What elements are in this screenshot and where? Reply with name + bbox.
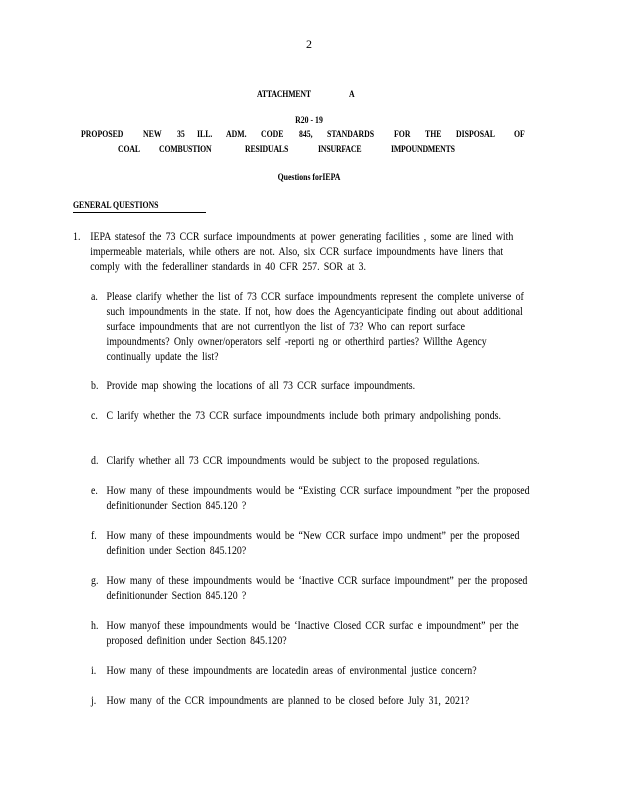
attachment-letter: A [349, 90, 355, 100]
subquestion-i [91, 664, 530, 679]
title2-word-3: INSURFACE [318, 145, 362, 155]
title1-word-1: NEW [143, 130, 162, 140]
title1-word-0: PROPOSED [81, 130, 124, 140]
subquestion-a [91, 290, 530, 365]
title1-word-9: THE [425, 130, 442, 140]
title1-word-5: CODE [261, 130, 284, 140]
subquestion-text: C larify whether the 73 CCR surface impoundments include both primary andpolishing ponds. [106, 410, 501, 422]
subquestion-text: How many of these impoundments are locatedin areas of environmental justice concern? [106, 665, 477, 677]
title2-word-4: IMPOUNDMENTS [391, 145, 455, 155]
title1-word-6: 845, [299, 130, 314, 140]
subquestion-h [91, 619, 530, 649]
section-heading: GENERAL QUESTIONS [73, 201, 159, 211]
subquestion-b [91, 379, 530, 394]
subquestion-label: c. [91, 410, 98, 422]
title1-word-7: STANDARDS [326, 130, 374, 140]
section-underline [73, 212, 206, 213]
title1-word-2: 35 [176, 130, 185, 140]
subquestion-label: j. [91, 695, 97, 707]
docket-number: R20 - 19 [295, 116, 323, 126]
title1-word-3: ILL. [196, 130, 212, 140]
title2-word-0: COAL [118, 145, 140, 155]
subquestion-label: i. [91, 665, 97, 677]
title1-word-10: DISPOSAL [455, 130, 495, 140]
subquestion-label: b. [91, 380, 99, 392]
subquestion-label: h. [91, 620, 99, 632]
page-number: 2 [306, 37, 312, 51]
subquestion-label: f. [91, 530, 97, 542]
title2-word-1: COMBUSTION [159, 145, 212, 155]
title2-word-2: RESIDUALS [245, 145, 289, 155]
subquestion-label: g. [91, 575, 99, 587]
subquestion-text: How many of the CCR impoundments are planned to be closed before July 31, 2021? [106, 695, 470, 707]
document-subtitle: Questions forIEPA [277, 173, 341, 183]
subquestion-text: How many of these impoundments would be “New CCR surface impo undment” per the proposed definition under Section 845.120? [106, 530, 520, 557]
subquestion-text: How manyof these impoundments would be ‘Inactive Closed CCR surfac e impoundment” per the proposed definition under Section 845.120? [106, 620, 519, 647]
title1-word-4: ADM. [225, 130, 247, 140]
subquestion-label: e. [91, 485, 98, 497]
subquestion-j [91, 694, 530, 709]
subquestion-label: d. [91, 455, 99, 467]
title1-word-11: OF [513, 130, 525, 140]
question-text: IEPA statesof the 73 CCR surface impoundments at power generating facilities , some are lined with impermeable materials, while others are not. Also, six CCR surface impoundments have liners that comply with the federalliner standards in 40 CFR 257. SOR at 3. [90, 231, 514, 273]
subquestion-c [91, 409, 530, 424]
title1-word-8: FOR [394, 130, 411, 140]
document-title-line-1 [81, 130, 527, 140]
subquestion-f [91, 529, 530, 559]
subquestion-text: Please clarify whether the list of 73 CCR surface impoundments represent the complete universe of such impoundments in the state. If not, how does the Agencyanticipate finding out about additional surface impoundments that are not currentlyon the list of 73? Who can report surface impoundments? Only owner/operators self -reporti ng or otherthird parties? Willthe Agency continually update the list? [106, 291, 524, 363]
subquestion-text: Clarify whether all 73 CCR impoundments would be subject to the proposed regulations. [106, 455, 480, 467]
question-number: 1. [73, 231, 81, 243]
subquestion-label: a. [91, 291, 98, 303]
question-1 [73, 230, 529, 275]
attachment-label: ATTACHMENT [257, 90, 311, 100]
subquestion-text: How many of these impoundments would be “Existing CCR surface impoundment ”per the proposed definitionunder Section 845.120 ? [106, 485, 530, 512]
subquestion-e [91, 484, 530, 514]
subquestion-d [91, 454, 530, 469]
subquestion-g [91, 574, 530, 604]
subquestion-text: Provide map showing the locations of all 73 CCR surface impoundments. [106, 380, 416, 392]
subquestion-text: How many of these impoundments would be ‘Inactive CCR surface impoundment” per the proposed definitionunder Section 845.120 ? [106, 575, 528, 602]
